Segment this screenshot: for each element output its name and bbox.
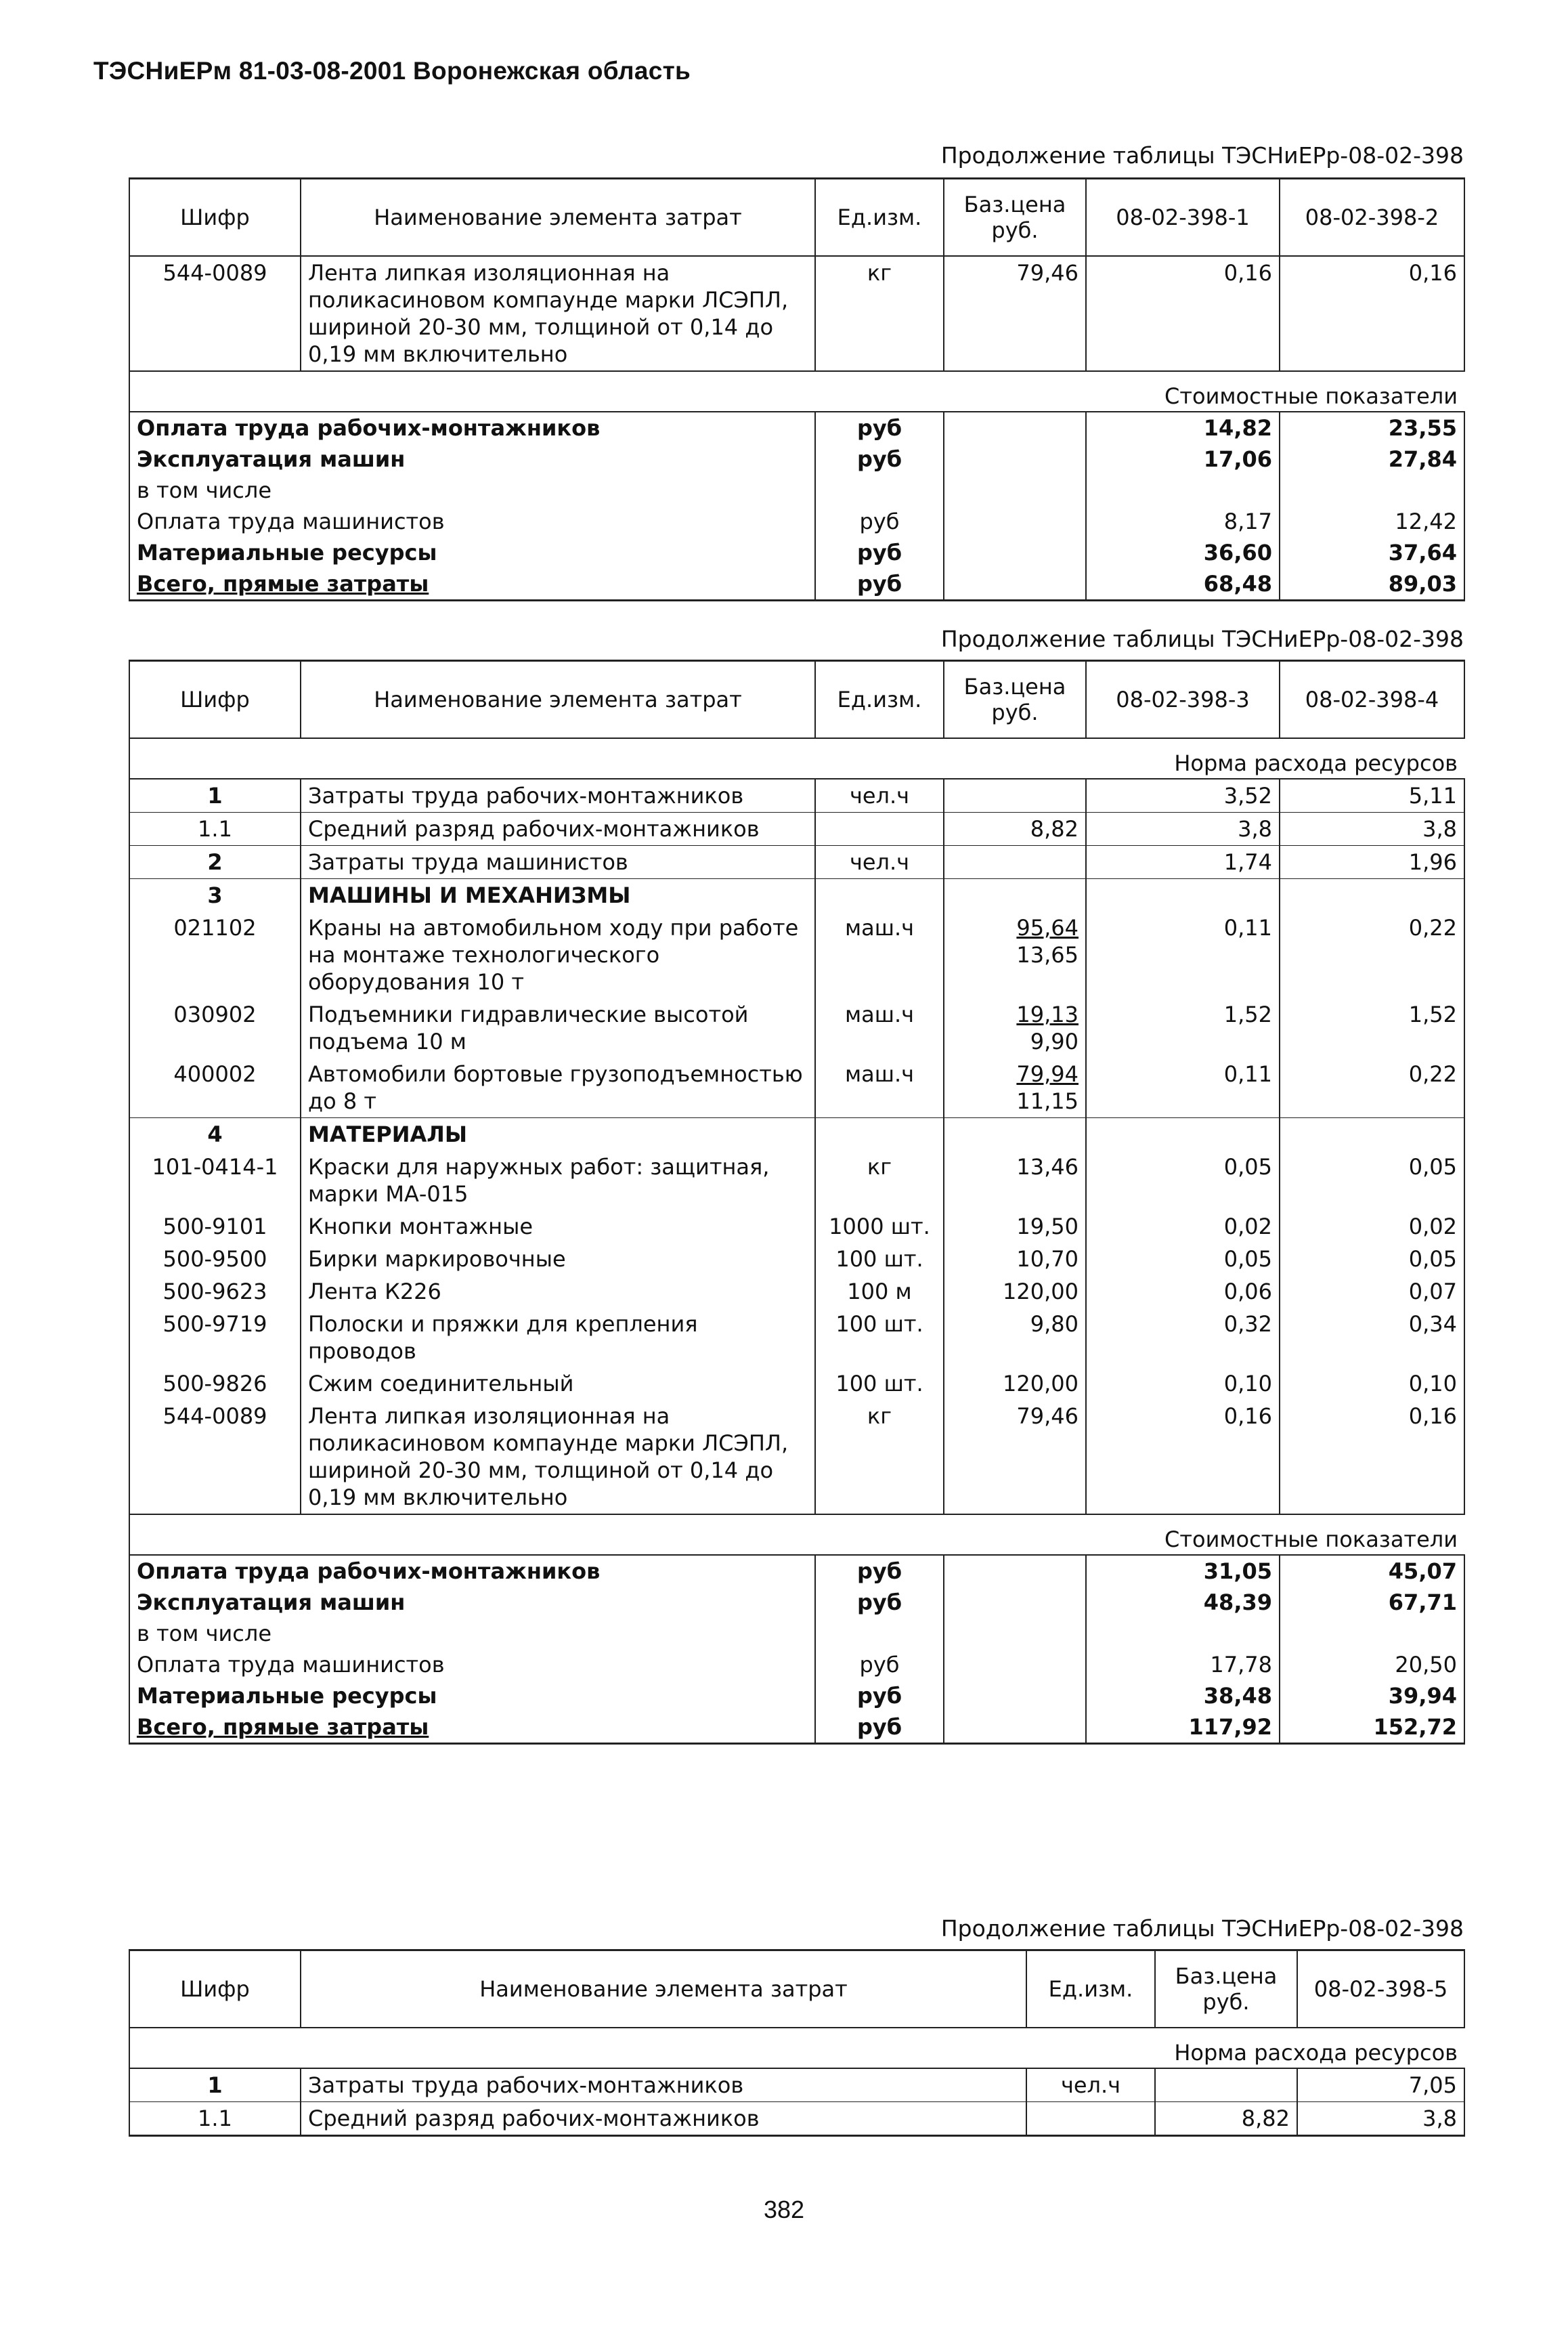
row-name: Кнопки монтажные [301, 1210, 815, 1243]
row-value-b: 0,10 [1280, 1367, 1464, 1400]
table1-totals [129, 412, 1464, 601]
row-name: Бирки маркировочные [301, 1243, 815, 1275]
total-price [944, 568, 1086, 601]
total-name: Эксплуатация машин [129, 1587, 815, 1618]
total-unit: руб [815, 1649, 944, 1680]
row-unit: чел.ч [1026, 2068, 1155, 2102]
total-value-a: 17,78 [1086, 1649, 1280, 1680]
row-value-a: 0,32 [1086, 1308, 1280, 1367]
total-name: Оплата труда рабочих-монтажников [129, 412, 815, 444]
table-row [129, 1243, 1464, 1275]
total-value-b [1280, 1618, 1464, 1649]
row-value-a [1086, 1118, 1280, 1151]
row-unit [815, 879, 944, 912]
row-price: 8,82 [1155, 2102, 1297, 2136]
header-code: Шифр [129, 661, 301, 739]
row-code: 030902 [129, 998, 301, 1058]
row-price: 79,46 [944, 256, 1086, 371]
total-row [129, 1618, 1464, 1649]
row-value-a: 3,8 [1086, 813, 1280, 846]
row-value-a: 7,05 [1297, 2068, 1464, 2102]
section-heading-row [129, 1118, 1464, 1151]
row-price [944, 779, 1086, 813]
header-col-b: 08-02-398-2 [1280, 179, 1464, 257]
total-price [944, 412, 1086, 444]
total-name: Материальные ресурсы [129, 537, 815, 568]
total-price [944, 475, 1086, 506]
total-value-a: 48,39 [1086, 1587, 1280, 1618]
row-price: 8,82 [944, 813, 1086, 846]
total-unit: руб [815, 568, 944, 601]
total-value-b: 20,50 [1280, 1649, 1464, 1680]
header-name: Наименование элемента затрат [301, 661, 815, 739]
page-number: 382 [763, 2196, 805, 2223]
total-unit: руб [815, 412, 944, 444]
total-unit: руб [815, 506, 944, 537]
total-name: Всего, прямые затраты [129, 1711, 815, 1744]
header-unit: Ед.изм. [1026, 1950, 1155, 2028]
row-value-b: 0,34 [1280, 1308, 1464, 1367]
total-value-b: 152,72 [1280, 1711, 1464, 1744]
total-unit [815, 1618, 944, 1649]
total-row [129, 1649, 1464, 1680]
row-price [944, 912, 1086, 998]
total-name: Всего, прямые затраты [129, 568, 815, 601]
row-price [1155, 2068, 1297, 2102]
header-price-line1: Баз.цена [1175, 1963, 1278, 1989]
total-unit: руб [815, 537, 944, 568]
row-value-a: 0,05 [1086, 1243, 1280, 1275]
total-value-a: 117,92 [1086, 1711, 1280, 1744]
row-value-b: 0,05 [1280, 1151, 1464, 1210]
row-name: Средний разряд рабочих-монтажников [301, 813, 815, 846]
total-unit: руб [815, 444, 944, 475]
row-name: Краски для наружных работ: защитная, марки МА-015 [301, 1151, 815, 1210]
section-spacer [129, 738, 301, 779]
table3-header-row [129, 1950, 1464, 2028]
row-value-b: 0,07 [1280, 1275, 1464, 1308]
row-value-b: 0,16 [1280, 1400, 1464, 1514]
row-unit: 1000 шт. [815, 1210, 944, 1243]
row-value-a: 1,74 [1086, 846, 1280, 879]
row-unit: маш.ч [815, 1058, 944, 1118]
row-code: 500-9101 [129, 1210, 301, 1243]
total-value-a: 17,06 [1086, 444, 1280, 475]
table-row [129, 1308, 1464, 1367]
row-code: 1 [129, 779, 301, 813]
price-base: 19,13 [1016, 1002, 1079, 1027]
row-name: Затраты труда рабочих-монтажников [301, 2068, 1026, 2102]
total-price [944, 1587, 1086, 1618]
row-name: Затраты труда рабочих-монтажников [301, 779, 815, 813]
price-base: 79,94 [1016, 1061, 1079, 1087]
table-row [129, 912, 1464, 998]
row-unit: маш.ч [815, 912, 944, 998]
total-value-a: 14,82 [1086, 412, 1280, 444]
header-price-line1: Баз.цена [963, 192, 1066, 217]
row-price [944, 998, 1086, 1058]
total-unit: руб [815, 1555, 944, 1587]
header-code: Шифр [129, 179, 301, 257]
section-spacer [129, 2028, 301, 2068]
table3-caption: Продолжение таблицы ТЭСНиЕРр-08-02-398 [940, 1915, 1464, 1942]
header-unit: Ед.изм. [815, 661, 944, 739]
row-value-a: 0,06 [1086, 1275, 1280, 1308]
total-price [944, 1680, 1086, 1711]
row-code: 101-0414-1 [129, 1151, 301, 1210]
row-code: 400002 [129, 1058, 301, 1118]
total-unit: руб [815, 1680, 944, 1711]
row-unit: 100 шт. [815, 1243, 944, 1275]
total-value-a [1086, 475, 1280, 506]
total-name: в том числе [129, 1618, 815, 1649]
total-value-b: 23,55 [1280, 412, 1464, 444]
table-row [129, 998, 1464, 1058]
section-row [129, 738, 1464, 779]
row-unit: 100 шт. [815, 1308, 944, 1367]
row-code: 1 [129, 2068, 301, 2102]
table2-totals [129, 1555, 1464, 1744]
header-price-line2: руб. [991, 217, 1039, 243]
row-value-b [1280, 1118, 1464, 1151]
table-row [129, 779, 1464, 813]
total-price [944, 537, 1086, 568]
total-price [944, 506, 1086, 537]
row-price: 120,00 [944, 1275, 1086, 1308]
total-row [129, 444, 1464, 475]
table1 [129, 177, 1465, 601]
table-row [129, 813, 1464, 846]
total-row [129, 1680, 1464, 1711]
row-value-a [1086, 879, 1280, 912]
table-row [129, 1400, 1464, 1514]
row-value-a: 0,16 [1086, 256, 1280, 371]
total-row [129, 1587, 1464, 1618]
page-header: ТЭСНиЕРм 81-03-08-2001 Воронежская область [93, 57, 691, 85]
total-name: Эксплуатация машин [129, 444, 815, 475]
row-value-a: 0,16 [1086, 1400, 1280, 1514]
row-value-a: 0,11 [1086, 912, 1280, 998]
header-col-a: 08-02-398-1 [1086, 179, 1280, 257]
total-value-b: 39,94 [1280, 1680, 1464, 1711]
total-value-a: 8,17 [1086, 506, 1280, 537]
row-name: Сжим соединительный [301, 1367, 815, 1400]
header-price [944, 179, 1086, 257]
total-value-a [1086, 1618, 1280, 1649]
total-value-a: 38,48 [1086, 1680, 1280, 1711]
row-unit [815, 813, 944, 846]
row-value-a: 0,05 [1086, 1151, 1280, 1210]
row-code: 544-0089 [129, 256, 301, 371]
row-unit: 100 шт. [815, 1367, 944, 1400]
table-row [129, 256, 1464, 371]
table-row [129, 1210, 1464, 1243]
row-price: 120,00 [944, 1367, 1086, 1400]
section-heading-row [129, 879, 1464, 912]
row-unit: кг [815, 1400, 944, 1514]
row-value-b: 5,11 [1280, 779, 1464, 813]
total-value-b: 67,71 [1280, 1587, 1464, 1618]
row-value-b: 1,96 [1280, 846, 1464, 879]
total-value-a: 68,48 [1086, 568, 1280, 601]
total-name: Материальные ресурсы [129, 1680, 815, 1711]
price-wage: 11,15 [1016, 1088, 1079, 1114]
row-name: Лента липкая изоляционная на поликасиновом компаунде марки ЛСЭПЛ, шириной 20-30 мм, толщиной от 0,14 до 0,19 мм включительно [301, 1400, 815, 1514]
section-row [129, 2028, 1464, 2068]
header-unit: Ед.изм. [815, 179, 944, 257]
header-col-a: 08-02-398-3 [1086, 661, 1280, 739]
row-value-a: 3,8 [1297, 2102, 1464, 2136]
total-price [944, 1649, 1086, 1680]
total-unit: руб [815, 1587, 944, 1618]
total-value-b: 37,64 [1280, 537, 1464, 568]
row-code: 500-9826 [129, 1367, 301, 1400]
table3 [129, 1949, 1465, 2137]
row-value-b: 1,52 [1280, 998, 1464, 1058]
row-code: 500-9623 [129, 1275, 301, 1308]
header-name: Наименование элемента затрат [301, 1950, 1026, 2028]
row-name: Затраты труда машинистов [301, 846, 815, 879]
row-value-b: 3,8 [1280, 813, 1464, 846]
row-name: Автомобили бортовые грузоподъемностью до 8 т [301, 1058, 815, 1118]
section-label: Норма расхода ресурсов [301, 2028, 1464, 2068]
price-wage: 13,65 [1016, 942, 1079, 968]
table-row [129, 2102, 1464, 2136]
header-price [944, 661, 1086, 739]
table-row [129, 1275, 1464, 1308]
row-unit: кг [815, 1151, 944, 1210]
row-name: Лента липкая изоляционная на поликасиновом компаунде марки ЛСЭПЛ, шириной 20-30 мм, толщиной от 0,14 до 0,19 мм включительно [301, 256, 815, 371]
total-value-b: 12,42 [1280, 506, 1464, 537]
total-unit [815, 475, 944, 506]
total-price [944, 1555, 1086, 1587]
total-row [129, 537, 1464, 568]
row-unit [1026, 2102, 1155, 2136]
row-code: 2 [129, 846, 301, 879]
row-price [944, 1058, 1086, 1118]
row-value-b: 0,22 [1280, 1058, 1464, 1118]
header-col-b: 08-02-398-4 [1280, 661, 1464, 739]
total-row [129, 1711, 1464, 1744]
table2-header-row [129, 661, 1464, 739]
row-value-b: 0,05 [1280, 1243, 1464, 1275]
total-price [944, 1711, 1086, 1744]
row-code: 4 [129, 1118, 301, 1151]
header-price-line2: руб. [1202, 1989, 1250, 2015]
row-unit [815, 1118, 944, 1151]
row-name: МАШИНЫ И МЕХАНИЗМЫ [301, 879, 815, 912]
row-name: Подъемники гидравлические высотой подъема 10 м [301, 998, 815, 1058]
row-value-a: 1,52 [1086, 998, 1280, 1058]
row-value-b: 0,22 [1280, 912, 1464, 998]
row-value-a: 0,02 [1086, 1210, 1280, 1243]
row-value-b [1280, 879, 1464, 912]
header-col-a: 08-02-398-5 [1297, 1950, 1464, 2028]
table1-header-row [129, 179, 1464, 257]
row-price: 10,70 [944, 1243, 1086, 1275]
table-row [129, 846, 1464, 879]
header-name: Наименование элемента затрат [301, 179, 815, 257]
table2 [129, 660, 1465, 1745]
total-name: Оплата труда машинистов [129, 506, 815, 537]
row-unit: чел.ч [815, 779, 944, 813]
total-price [944, 444, 1086, 475]
total-row [129, 506, 1464, 537]
row-name: Лента К226 [301, 1275, 815, 1308]
row-name: Краны на автомобильном ходу при работе на монтаже технологического оборудования 10 т [301, 912, 815, 998]
total-value-b [1280, 475, 1464, 506]
row-price: 9,80 [944, 1308, 1086, 1367]
row-name: Полоски и пряжки для крепления проводов [301, 1308, 815, 1367]
table-row [129, 2068, 1464, 2102]
price-wage: 9,90 [1030, 1029, 1079, 1054]
table-row [129, 1151, 1464, 1210]
total-value-a: 31,05 [1086, 1555, 1280, 1587]
section-label: Стоимостные показатели [301, 1514, 1464, 1555]
table2-caption: Продолжение таблицы ТЭСНиЕРр-08-02-398 [940, 626, 1464, 652]
section-spacer [129, 371, 301, 412]
section-label: Стоимостные показатели [301, 371, 1464, 412]
total-value-b: 45,07 [1280, 1555, 1464, 1587]
total-name: Оплата труда машинистов [129, 1649, 815, 1680]
total-row [129, 1555, 1464, 1587]
table-row [129, 1367, 1464, 1400]
total-unit: руб [815, 1711, 944, 1744]
table-row [129, 1058, 1464, 1118]
row-price [944, 1118, 1086, 1151]
row-code: 500-9719 [129, 1308, 301, 1367]
row-price: 13,46 [944, 1151, 1086, 1210]
row-name: МАТЕРИАЛЫ [301, 1118, 815, 1151]
row-value-b: 0,02 [1280, 1210, 1464, 1243]
row-code: 544-0089 [129, 1400, 301, 1514]
header-price-line1: Баз.цена [963, 674, 1066, 700]
total-row [129, 568, 1464, 601]
row-price: 19,50 [944, 1210, 1086, 1243]
row-name: Средний разряд рабочих-монтажников [301, 2102, 1026, 2136]
row-value-a: 3,52 [1086, 779, 1280, 813]
row-price: 79,46 [944, 1400, 1086, 1514]
section-row [129, 1514, 1464, 1555]
row-value-b: 0,16 [1280, 256, 1464, 371]
header-code: Шифр [129, 1950, 301, 2028]
total-value-b: 27,84 [1280, 444, 1464, 475]
row-code: 1.1 [129, 2102, 301, 2136]
price-base: 95,64 [1016, 915, 1079, 941]
row-unit: маш.ч [815, 998, 944, 1058]
row-code: 021102 [129, 912, 301, 998]
section-spacer [129, 1514, 301, 1555]
row-value-a: 0,11 [1086, 1058, 1280, 1118]
row-code: 3 [129, 879, 301, 912]
row-value-a: 0,10 [1086, 1367, 1280, 1400]
total-value-a: 36,60 [1086, 537, 1280, 568]
row-unit: 100 м [815, 1275, 944, 1308]
total-row [129, 412, 1464, 444]
total-value-b: 89,03 [1280, 568, 1464, 601]
total-row [129, 475, 1464, 506]
table1-caption: Продолжение таблицы ТЭСНиЕРр-08-02-398 [940, 142, 1464, 169]
row-price [944, 846, 1086, 879]
row-code: 1.1 [129, 813, 301, 846]
total-price [944, 1618, 1086, 1649]
header-price-line2: руб. [991, 700, 1039, 725]
row-price [944, 879, 1086, 912]
row-unit: чел.ч [815, 846, 944, 879]
total-name: Оплата труда рабочих-монтажников [129, 1555, 815, 1587]
row-unit: кг [815, 256, 944, 371]
row-code: 500-9500 [129, 1243, 301, 1275]
header-price [1155, 1950, 1297, 2028]
section-row [129, 371, 1464, 412]
section-label: Норма расхода ресурсов [301, 738, 1464, 779]
total-name: в том числе [129, 475, 815, 506]
